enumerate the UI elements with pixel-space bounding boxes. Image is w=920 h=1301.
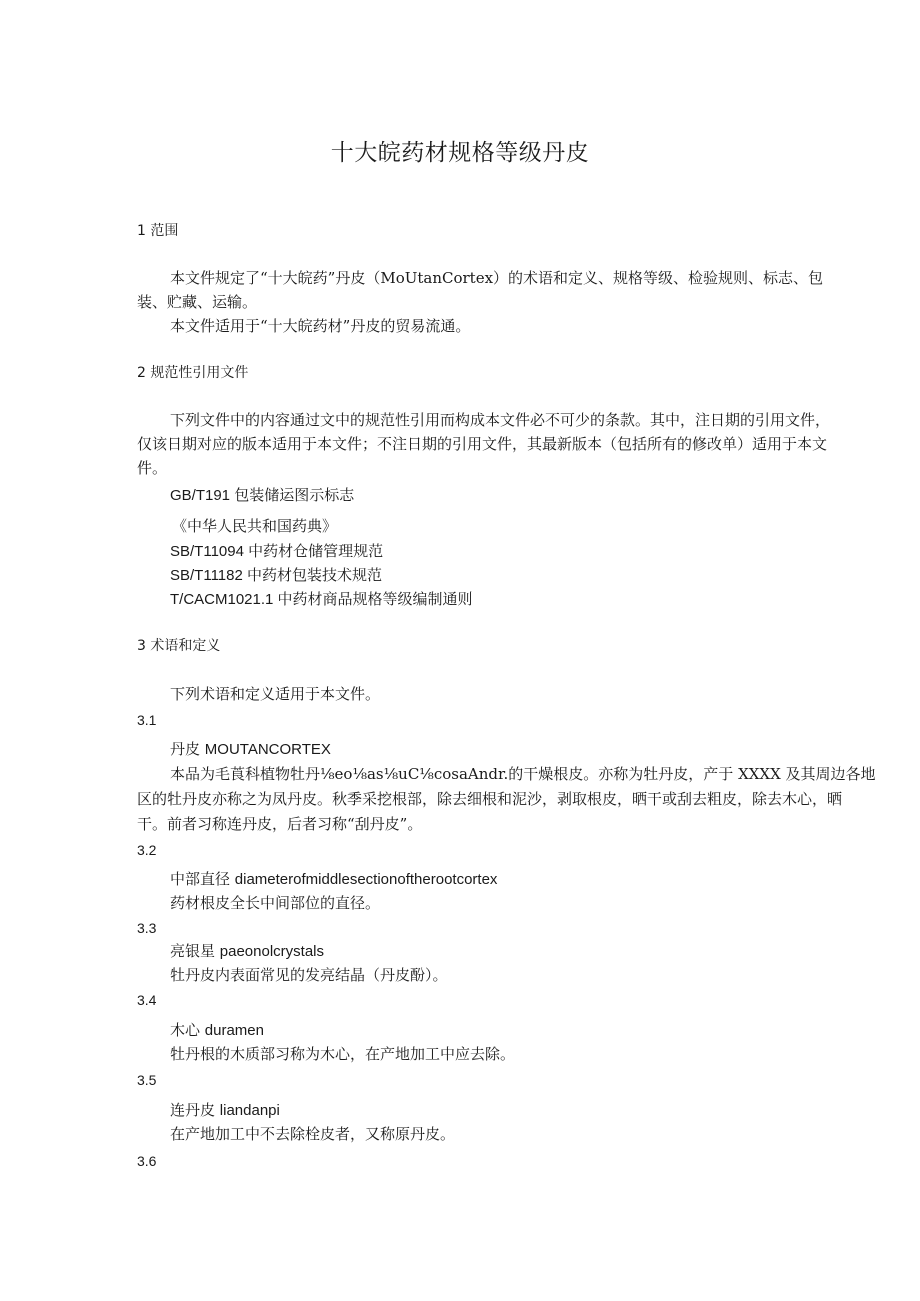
section-2-heading: 2 规范性引用文件 <box>137 365 249 381</box>
term-definition-line-1: 本品为毛莨科植物牡丹⅛eo⅛as⅛uC⅛cosaAndr.的干燥根皮。亦称为牡丹皮，产于 XXXX 及其周边各地 <box>170 765 876 783</box>
reference-name: 《中华人民共和国药典》 <box>172 517 338 535</box>
reference-name: 中药材仓储管理规范 <box>248 542 384 560</box>
term-name-zh: 中部直径 <box>170 870 235 888</box>
term-number: 3.2 <box>137 842 157 858</box>
term-name-en: duramen <box>204 1022 264 1039</box>
reference-item <box>170 485 354 506</box>
term-name-zh: 连丹皮 <box>170 1101 220 1119</box>
term-number: 3.1 <box>137 712 157 728</box>
term-definition: 牡丹皮内表面常见的发亮结晶（丹皮酚）。 <box>170 966 448 984</box>
term-name-zh: 亮银星 <box>170 942 220 960</box>
reference-code: GB/T191 <box>170 487 235 504</box>
reference-name: 中药材商品规格等级编制通则 <box>277 590 473 608</box>
reference-item <box>170 565 382 586</box>
term-name-zh: 丹皮 <box>170 740 205 758</box>
term-name-en: paeonolcrystals <box>219 943 325 960</box>
reference-item <box>170 589 473 610</box>
term-name <box>170 1020 264 1041</box>
term-name-zh: 木心 <box>170 1021 205 1039</box>
term-name-en: liandanpi <box>219 1102 280 1119</box>
reference-code: T/CACM1021.1 <box>170 591 278 608</box>
reference-item <box>172 516 337 537</box>
term-definition: 在产地加工中不去除栓皮者，又称原丹皮。 <box>170 1125 456 1143</box>
section-2-para-line-2: 仅该日期对应的版本适用于本文件；不注日期的引用文件，其最新版本（包括所有的修改单）适用于本文 <box>137 435 828 453</box>
section-1-para-1-line-1: 本文件规定了“十大皖药”丹皮（MoUtanCortex）的术语和定义、规格等级、检验规则、标志、包 <box>170 269 824 287</box>
term-number: 3.3 <box>137 920 157 936</box>
reference-code: SB/T11094 <box>170 543 249 560</box>
term-name <box>170 941 324 962</box>
term-number: 3.6 <box>137 1153 157 1169</box>
term-name <box>170 869 497 890</box>
term-number: 3.5 <box>137 1072 157 1088</box>
section-1-para-2: 本文件适用于“十大皖药材”丹皮的贸易流通。 <box>170 317 471 335</box>
term-definition-line-2: 区的牡丹皮亦称之为凤丹皮。秋季采挖根部，除去细根和泥沙，剥取根皮，晒干或刮去粗皮，除去木心，晒 <box>137 790 843 808</box>
term-definition: 药材根皮全长中间部位的直径。 <box>170 894 381 912</box>
section-1-heading: 1 范围 <box>137 223 179 239</box>
term-definition: 牡丹根的木质部习称为木心，在产地加工中应去除。 <box>170 1045 516 1063</box>
document-title: 十大皖药材规格等级丹皮 <box>330 140 590 166</box>
term-name <box>170 739 331 760</box>
term-definition-line-3: 干。前者习称连丹皮，后者习称“刮丹皮”。 <box>137 815 423 833</box>
term-number: 3.4 <box>137 992 157 1008</box>
term-name <box>170 1100 280 1121</box>
reference-code: SB/T11182 <box>170 567 247 584</box>
term-name-en: diameterofmiddlesectionoftherootcortex <box>234 871 498 888</box>
reference-name: 中药材包装技术规范 <box>247 566 383 584</box>
reference-item <box>170 541 383 562</box>
section-1-para-1-line-2: 装、贮藏、运输。 <box>137 293 258 311</box>
section-2-para-line-1: 下列文件中的内容通过文中的规范性引用而构成本文件必不可少的条款。其中，注日期的引用文件， <box>170 411 831 429</box>
section-3-heading: 3 术语和定义 <box>137 638 221 654</box>
section-3-intro: 下列术语和定义适用于本文件。 <box>170 685 381 703</box>
section-2-para-line-3: 件。 <box>137 459 168 477</box>
reference-name: 包装储运图示标志 <box>234 486 355 504</box>
term-name-en: MOUTANCORTEX <box>204 741 331 758</box>
